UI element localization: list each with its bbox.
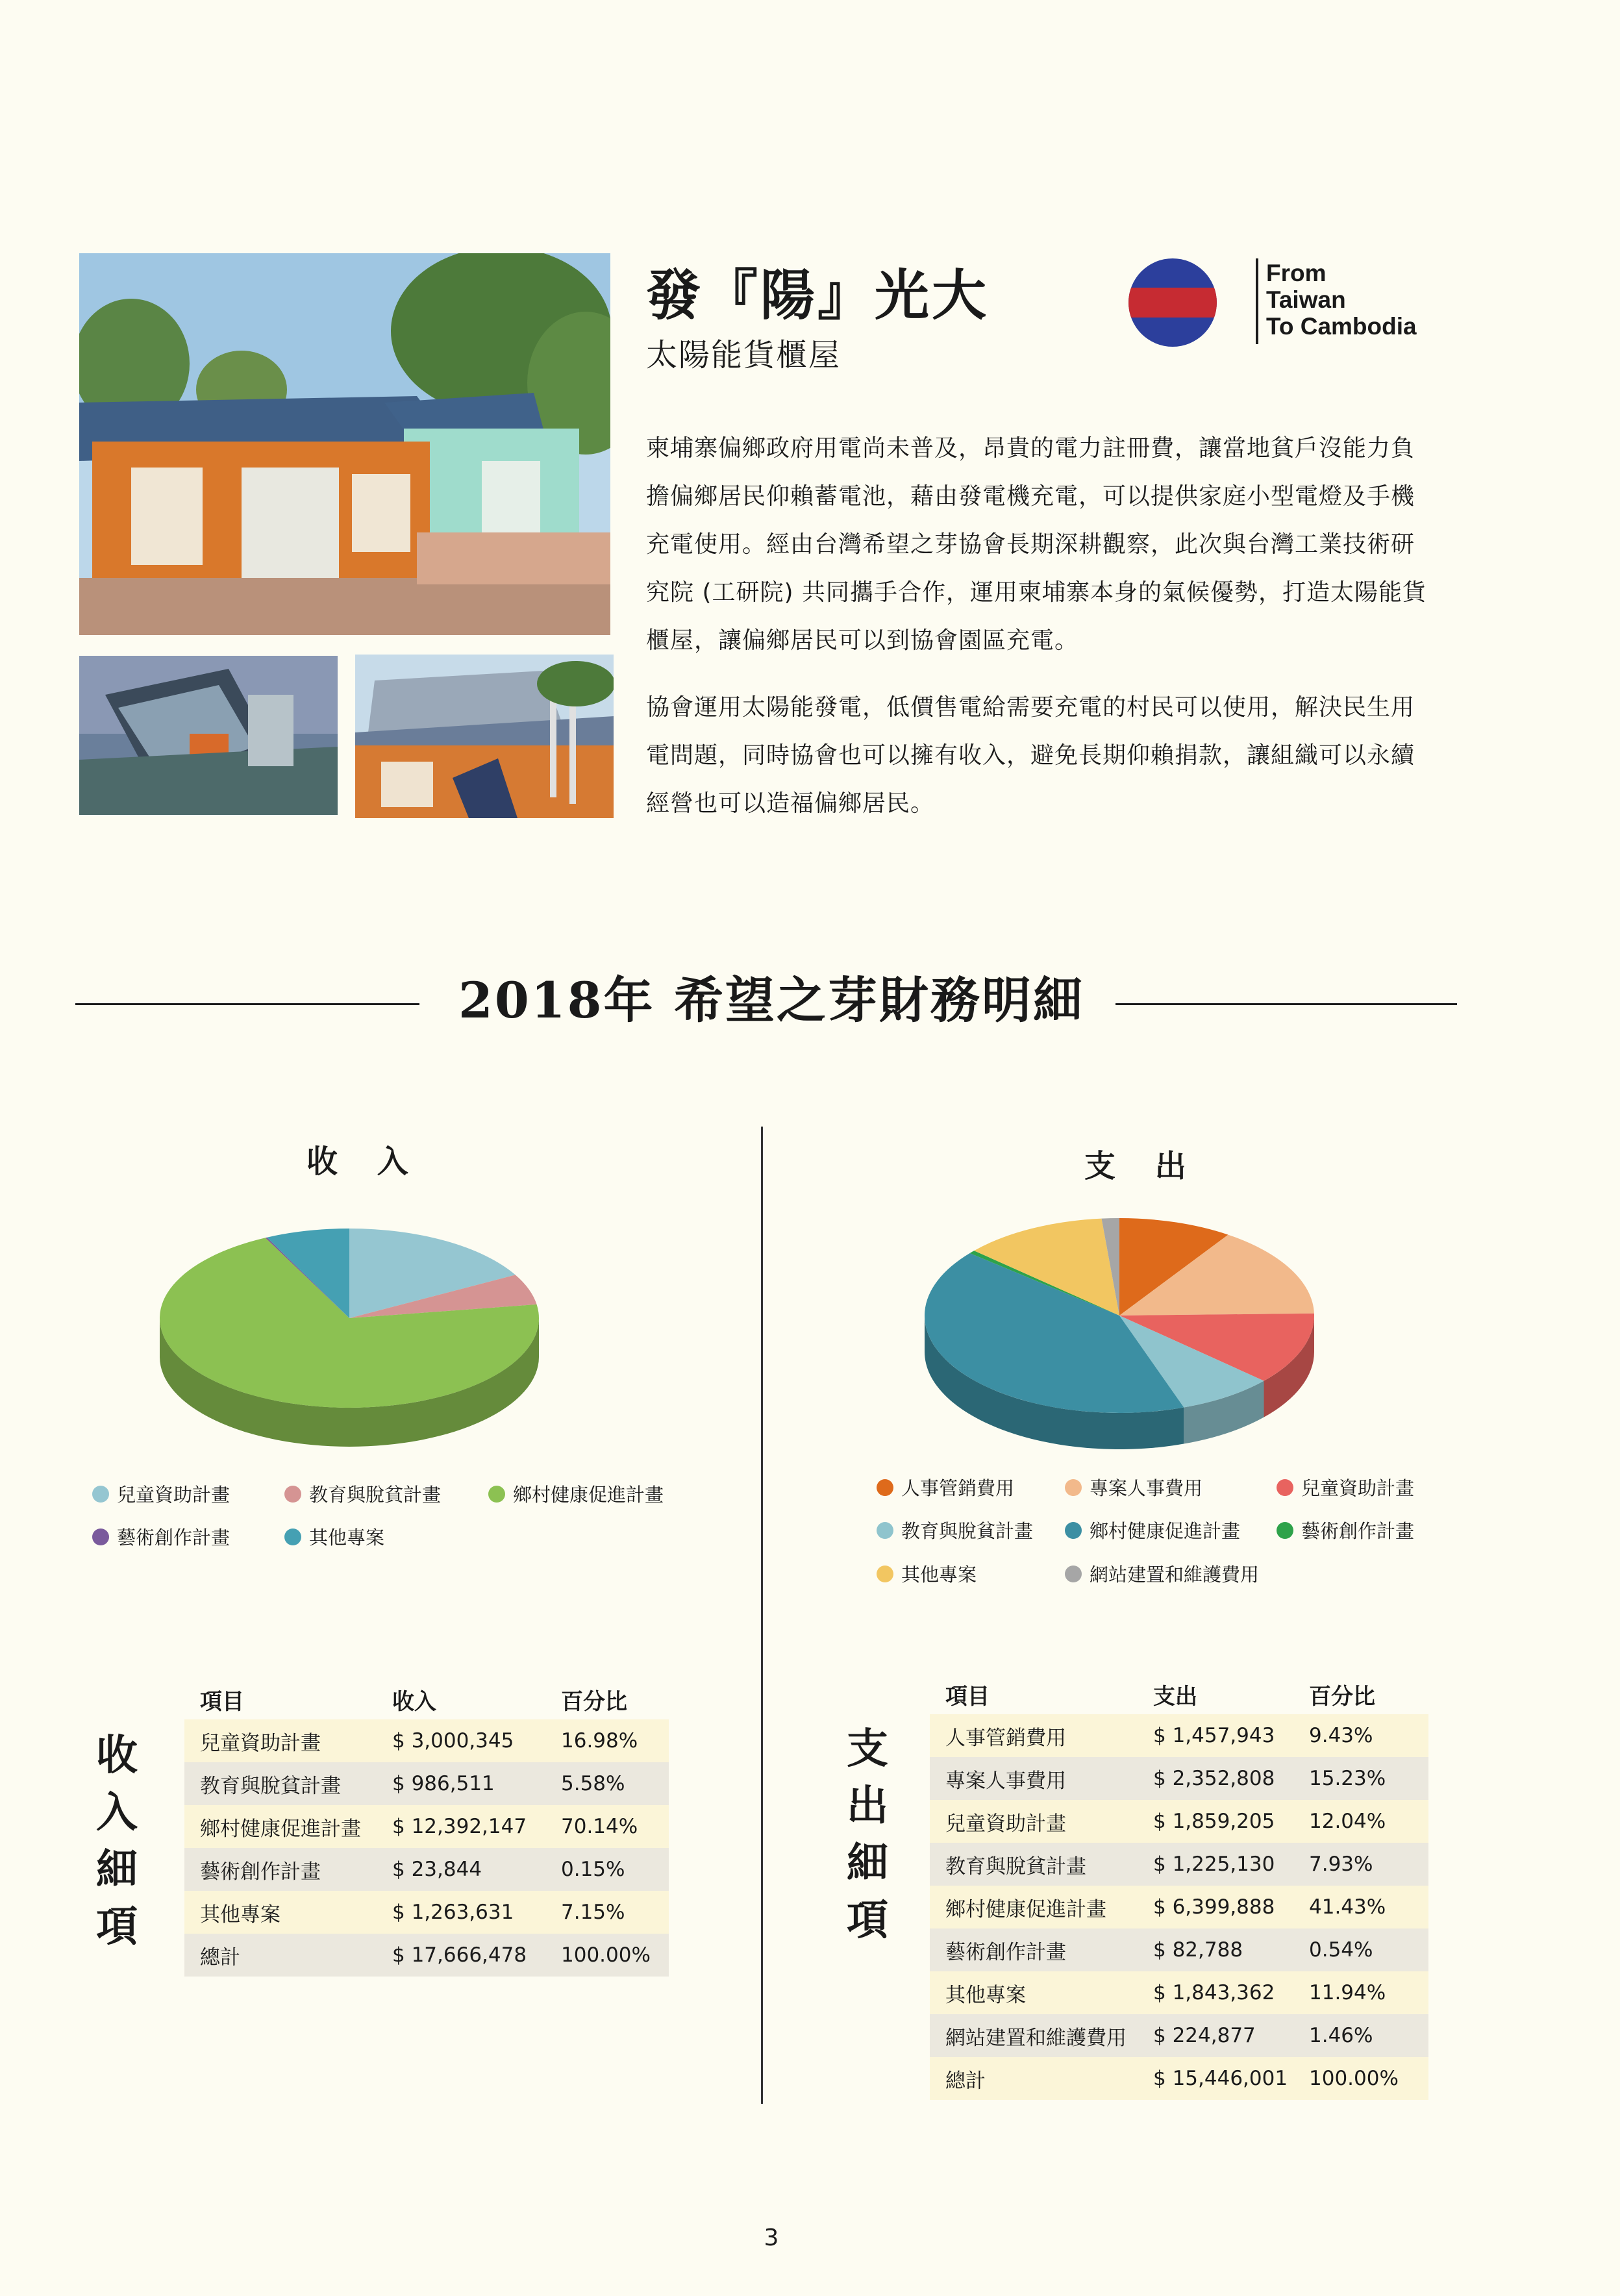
vertical-char: 細 xyxy=(96,1845,138,1894)
column-header: 百分比 xyxy=(1309,1684,1375,1710)
legend-item xyxy=(284,1523,384,1550)
legend-label: 其他專案 xyxy=(309,1527,385,1549)
legend-label: 教育與脫貧計畫 xyxy=(901,1520,1034,1542)
table-row xyxy=(184,1805,669,1848)
cell-item: 藝術創作計畫 xyxy=(930,1928,1138,1971)
cell-amount: $ 3,000,345 xyxy=(377,1719,545,1762)
legend-label: 藝術創作計畫 xyxy=(117,1527,231,1549)
intro-paragraph-2 xyxy=(646,684,1448,828)
cell-percent: 100.00% xyxy=(545,1934,669,1977)
table-row xyxy=(930,1886,1428,1928)
legend-label: 鄉村健康促進計畫 xyxy=(513,1484,664,1506)
column-header: 支出 xyxy=(1153,1684,1197,1710)
table-row xyxy=(184,1719,669,1762)
logo-line: From xyxy=(1266,260,1327,286)
cell-percent: 0.15% xyxy=(545,1848,669,1891)
cell-amount: $ 1,457,943 xyxy=(1138,1714,1293,1757)
legend-item xyxy=(92,1480,230,1507)
legend-label: 兒童資助計畫 xyxy=(117,1484,231,1506)
income-table xyxy=(184,1673,669,1977)
cell-item: 教育與脫貧計畫 xyxy=(930,1843,1138,1886)
cell-item: 教育與脫貧計畫 xyxy=(184,1762,377,1805)
cell-percent: 70.14% xyxy=(545,1805,669,1848)
logo-divider xyxy=(1256,258,1258,344)
cell-percent: 5.58% xyxy=(545,1762,669,1805)
legend-item xyxy=(877,1560,977,1587)
cell-percent: 12.04% xyxy=(1293,1800,1428,1843)
legend-label: 兒童資助計畫 xyxy=(1301,1477,1415,1499)
legend-label: 專案人事費用 xyxy=(1090,1477,1203,1499)
logo-line: Taiwan xyxy=(1266,286,1346,313)
cell-amount: $ 2,352,808 xyxy=(1138,1757,1293,1800)
cell-item: 專案人事費用 xyxy=(930,1757,1138,1800)
vertical-char: 項 xyxy=(847,1896,888,1945)
column-header: 項目 xyxy=(945,1684,990,1710)
cell-item: 總計 xyxy=(930,2057,1138,2100)
column-header: 項目 xyxy=(200,1689,244,1715)
legend-dot xyxy=(1065,1479,1082,1496)
cell-item: 人事管銷費用 xyxy=(930,1714,1138,1757)
legend-item xyxy=(877,1474,1014,1501)
table-row xyxy=(184,1762,669,1805)
cell-percent: 15.23% xyxy=(1293,1757,1428,1800)
legend-dot xyxy=(92,1486,109,1503)
cell-percent: 9.43% xyxy=(1293,1714,1428,1757)
article-subtitle: 太陽能貨櫃屋 xyxy=(646,337,841,373)
finance-title: 2018年 希望之芽財務明細 xyxy=(458,971,1084,1029)
cell-amount: $ 1,263,631 xyxy=(377,1891,545,1934)
table-row xyxy=(930,1843,1428,1886)
cell-item: 網站建置和維護費用 xyxy=(930,2014,1138,2057)
legend-item xyxy=(92,1523,230,1550)
table-row xyxy=(930,1800,1428,1843)
legend-dot xyxy=(284,1529,301,1545)
legend-label: 教育與脫貧計畫 xyxy=(309,1484,442,1506)
table-row-total xyxy=(930,2057,1428,2100)
legend-dot xyxy=(877,1479,893,1496)
legend-dot xyxy=(1277,1479,1293,1496)
installation-photo-right xyxy=(355,655,614,818)
legend-label: 鄉村健康促進計畫 xyxy=(1090,1520,1241,1542)
table-row xyxy=(930,1757,1428,1800)
legend-item xyxy=(1277,1474,1414,1501)
legend-dot xyxy=(92,1529,109,1545)
cell-item: 藝術創作計畫 xyxy=(184,1848,377,1891)
cell-item: 其他專案 xyxy=(930,1971,1138,2014)
cell-percent: 11.94% xyxy=(1293,1971,1428,2014)
cell-percent: 7.93% xyxy=(1293,1843,1428,1886)
text-line: 協會運用太陽能發電，低價售電給需要充電的村民可以使用，解決民生用 xyxy=(646,694,1415,721)
table-header-row xyxy=(184,1673,669,1719)
text-line: 充電使用。經由台灣希望之芽協會長期深耕觀察，此次與台灣工業技術研 xyxy=(646,531,1415,558)
table-row xyxy=(930,1928,1428,1971)
cell-amount: $ 15,446,001 xyxy=(1138,2057,1293,2100)
column-header: 百分比 xyxy=(561,1689,627,1715)
page-number: 3 xyxy=(764,2225,779,2251)
legend-dot xyxy=(1065,1522,1082,1539)
legend-dot xyxy=(1277,1522,1293,1539)
table-row xyxy=(930,1714,1428,1757)
logo-text xyxy=(1266,260,1417,340)
cell-amount: $ 6,399,888 xyxy=(1138,1886,1293,1928)
legend-dot xyxy=(1065,1566,1082,1582)
vertical-char: 支 xyxy=(847,1725,888,1773)
legend-dot xyxy=(284,1486,301,1503)
vertical-char: 項 xyxy=(96,1903,138,1951)
cell-percent: 0.54% xyxy=(1293,1928,1428,1971)
text-line: 電問題，同時協會也可以擁有收入，避免長期仰賴捐款，讓組織可以永續 xyxy=(646,742,1415,769)
installation-photo-left xyxy=(79,656,338,815)
cell-percent: 16.98% xyxy=(545,1719,669,1762)
cell-item: 鄉村健康促進計畫 xyxy=(930,1886,1138,1928)
cell-percent: 100.00% xyxy=(1293,2057,1428,2100)
flag-logo xyxy=(1128,258,1217,347)
text-line: 櫃屋，讓偏鄉居民可以到協會園區充電。 xyxy=(646,627,1079,654)
cell-amount: $ 82,788 xyxy=(1138,1928,1293,1971)
text-line: 究院 (工研院) 共同攜手合作，運用柬埔寨本身的氣候優勢，打造太陽能貨 xyxy=(646,579,1427,606)
intro-paragraph-1 xyxy=(646,425,1448,665)
cell-item: 兒童資助計畫 xyxy=(184,1719,377,1762)
vertical-char: 出 xyxy=(847,1782,888,1830)
table-header-row xyxy=(930,1667,1428,1714)
legend-label: 其他專案 xyxy=(901,1564,977,1586)
legend-item xyxy=(488,1480,664,1507)
container-house-photo xyxy=(79,253,610,635)
column-header: 收入 xyxy=(392,1689,436,1715)
text-line: 擔偏鄉居民仰賴蓄電池，藉由發電機充電，可以提供家庭小型電燈及手機 xyxy=(646,483,1415,510)
income-title: 收 入 xyxy=(306,1143,423,1180)
article-title: 發『陽』光大 xyxy=(646,264,990,327)
cell-amount: $ 986,511 xyxy=(377,1762,545,1805)
vertical-char: 細 xyxy=(847,1839,888,1888)
cell-amount: $ 1,843,362 xyxy=(1138,1971,1293,2014)
legend-label: 藝術創作計畫 xyxy=(1301,1520,1415,1542)
cell-amount: $ 1,225,130 xyxy=(1138,1843,1293,1886)
text-line: 柬埔寨偏鄉政府用電尚未普及，昂貴的電力註冊費，讓當地貧戶沒能力負 xyxy=(646,435,1415,462)
vertical-char: 收 xyxy=(96,1731,138,1780)
expense-title: 支 出 xyxy=(1084,1148,1201,1184)
cell-item: 總計 xyxy=(184,1934,377,1977)
legend-dot xyxy=(877,1566,893,1582)
legend-item xyxy=(1065,1560,1259,1587)
cell-item: 鄉村健康促進計畫 xyxy=(184,1805,377,1848)
legend-item xyxy=(284,1480,441,1507)
column-divider xyxy=(761,1127,763,2104)
legend-item xyxy=(877,1517,1033,1543)
table-row xyxy=(930,1971,1428,2014)
cell-percent: 7.15% xyxy=(545,1891,669,1934)
cell-item: 其他專案 xyxy=(184,1891,377,1934)
table-row xyxy=(184,1891,669,1934)
income-detail-label xyxy=(91,1727,143,1956)
table-row xyxy=(184,1848,669,1891)
text-line: 經營也可以造福偏鄉居民。 xyxy=(646,790,935,817)
legend-item xyxy=(1277,1517,1414,1543)
expense-detail-label xyxy=(841,1721,893,1949)
legend-label: 網站建置和維護費用 xyxy=(1090,1564,1260,1586)
legend-dot xyxy=(877,1522,893,1539)
table-row xyxy=(930,2014,1428,2057)
cell-percent: 1.46% xyxy=(1293,2014,1428,2057)
cell-amount: $ 224,877 xyxy=(1138,2014,1293,2057)
expense-pie-chart xyxy=(917,1213,1319,1453)
cell-item: 兒童資助計畫 xyxy=(930,1800,1138,1843)
logo-line: To Cambodia xyxy=(1266,313,1417,340)
vertical-char: 入 xyxy=(96,1788,138,1837)
table-row-total xyxy=(184,1934,669,1977)
cell-amount: $ 1,859,205 xyxy=(1138,1800,1293,1843)
legend-item xyxy=(1065,1474,1203,1501)
legend-dot xyxy=(488,1486,505,1503)
cell-amount: $ 23,844 xyxy=(377,1848,545,1891)
cell-amount: $ 12,392,147 xyxy=(377,1805,545,1848)
cell-percent: 41.43% xyxy=(1293,1886,1428,1928)
expense-table xyxy=(930,1667,1428,2100)
legend-label: 人事管銷費用 xyxy=(901,1477,1015,1499)
cell-amount: $ 17,666,478 xyxy=(377,1934,545,1977)
income-pie-chart xyxy=(156,1214,545,1454)
legend-item xyxy=(1065,1517,1240,1543)
